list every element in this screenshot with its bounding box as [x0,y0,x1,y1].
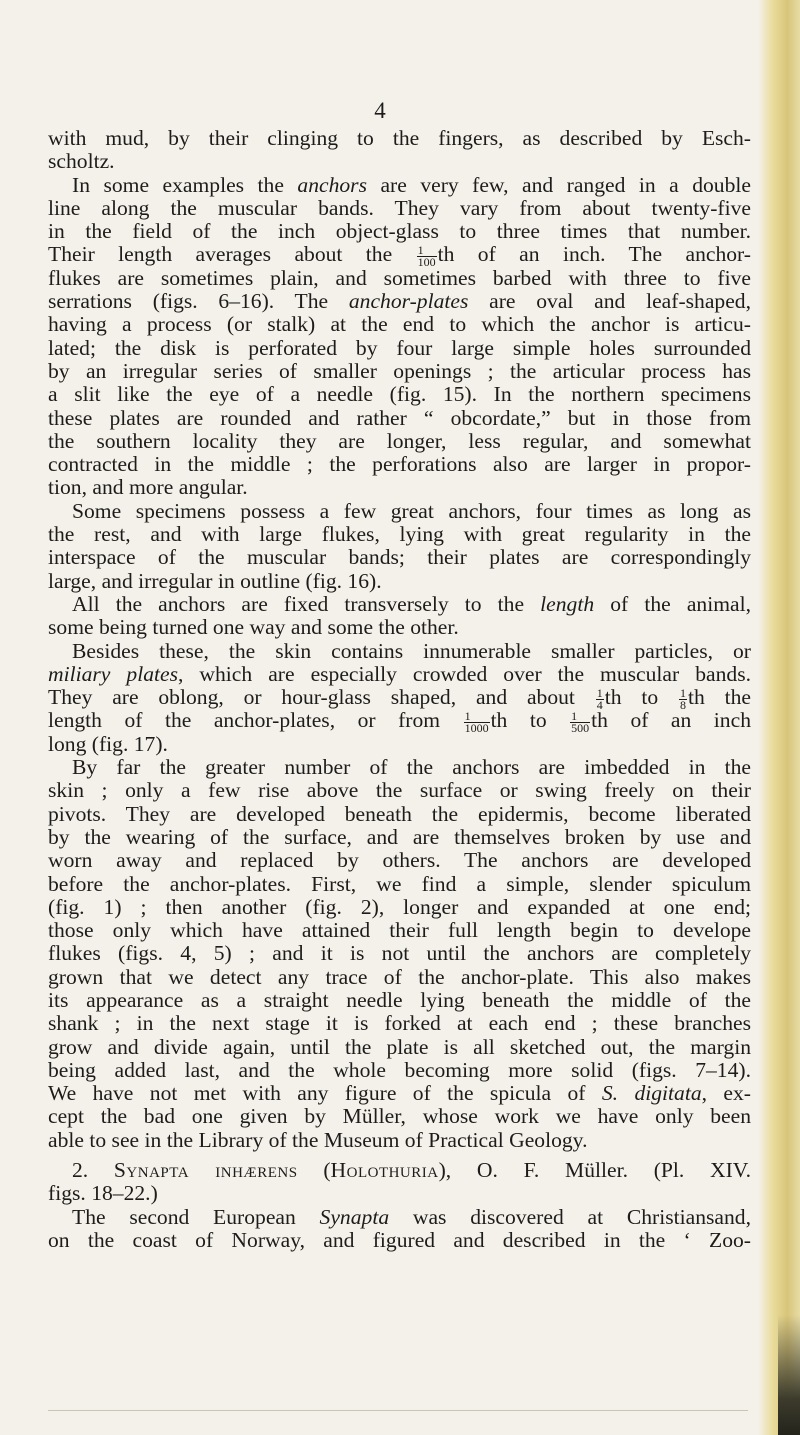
fraction-denominator: 8 [680,697,686,712]
text-line: worn away and replaced by others. The anchors are developed [48,848,751,873]
fraction-denominator: 500 [571,720,590,735]
text-line: some being turned one way and some the other. [48,615,459,640]
text-run: length of the anchor-plates, or from [48,708,463,733]
fraction [596,685,604,712]
text-line: grown that we detect any trace of the anchor-plate. This also makes [48,964,751,989]
fraction-numerator: 1 [680,685,686,700]
text-line: these plates are rounded and rather “ obcordate,” but in those from [48,405,751,430]
text-line: skin ; only a few rise above the surface or swing freely on their [48,778,751,803]
text-line: being added last, and the whole becoming more solid (figs. 7–14). [48,1057,751,1082]
paragraph-p7 [48,1159,751,1206]
text-run: We have not met with any figure of the spicula of [48,1081,602,1106]
text-run: , ex- [701,1081,751,1106]
text-run: was discovered at Christiansand, [389,1204,752,1229]
text-run: They are oblong, or hour-glass shaped, and about [48,685,595,710]
text-run: are very few, and ranged in a double [367,172,751,197]
text-line [48,708,751,735]
italic-term: anchor-plates [348,289,469,314]
text-line: a slit like the eye of a needle (fig. 15). In the northern specimens [48,382,751,407]
text-line: on the coast of Norway, and figured and described in the ‘ Zoo- [48,1227,751,1252]
text-line: able to see in the Library of the Museum of Practical Geology. [48,1127,588,1152]
text-line [48,1082,751,1105]
paragraph-p5 [48,640,751,756]
text-line [48,1206,751,1229]
text-run: serrations (figs. 6–16). The [48,289,349,314]
text-run: th to [490,708,570,733]
text-line: those only which have attained their full length begin to develope [48,918,751,943]
text-line: line along the muscular bands. They vary from about twenty-five [48,195,751,220]
text-line: long (fig. 17). [48,731,168,756]
text-run: The second European [72,1204,320,1229]
text-line: flukes (figs. 4, 5) ; and it is not until the anchors are completely [48,941,751,966]
text-run: Their length averages about the [48,242,416,267]
italic-term: miliary plates [48,661,178,686]
fraction-denominator: 4 [596,697,603,712]
fraction-numerator: 1 [596,685,603,700]
text-line: before the anchor-plates. First, we find a simple, slender spiculum [48,871,751,896]
text-line: having a process (or stalk) at the end to which the anchor is articu- [48,312,751,337]
page-number: 4 [374,98,386,123]
paragraph-p3 [48,500,751,593]
fraction [464,708,490,735]
italic-term: length [540,591,595,616]
text-line: flukes are sometimes plain, and sometimes barbed with three to five [48,265,751,290]
text-line: by an irregular series of smaller openings ; the articular process has [48,358,751,383]
text-run: of the animal, [594,591,751,616]
fraction-denominator: 1000 [464,720,489,735]
text-line: tion, and more angular. [48,475,248,500]
text-run: th of an inch [591,708,751,733]
small-caps-name: Synapta inhærens [113,1158,298,1183]
italic-term: S. digitata [601,1081,702,1106]
text-line [48,593,751,616]
fraction-numerator: 1 [417,245,437,257]
text-line: (fig. 1) ; then another (fig. 2), longer and expanded at one end; [48,894,751,919]
text-line: grow and divide again, until the plate is all sketched out, the margin [48,1034,751,1059]
text-run: ), O. F. Müller. (Pl. XIV. [438,1158,751,1183]
text-line [48,1159,751,1182]
text-run: , which are especially crowded over the muscular bands. [177,661,752,686]
text-run: th of an inch. The anchor- [437,242,751,267]
paragraph-p1 [48,127,751,174]
body-text [48,127,751,1252]
text-line [48,663,751,686]
text-line: interspace of the muscular bands; their plates are correspondingly [48,545,751,570]
text-line: its appearance as a straight needle lying beneath the middle of the [48,987,751,1012]
text-line: By far the greater number of the anchors are imbedded in the [72,755,751,780]
text-line: in the field of the inch object-glass to three times that number. [48,219,751,244]
page-gutter-shadow [758,0,800,1435]
fraction [679,685,687,712]
text-line: Some specimens possess a few great anchors, four times as long as [72,498,751,523]
italic-term: anchors [297,172,367,197]
text-line: lated; the disk is perforated by four large simple holes surrounded [48,335,751,360]
text-run: th the [688,685,752,710]
italic-term: Synapta [319,1204,390,1229]
bottom-edge-line [48,1410,748,1411]
text-line [48,685,752,712]
fraction-denominator: 100 [417,255,436,270]
text-run: 2. [72,1158,114,1183]
small-caps-name: Holothuria [330,1158,439,1183]
text-line: Besides these, the skin contains innumerable smaller particles, or [72,638,751,663]
text-line: large, and irregular in outline (fig. 16). [48,568,382,593]
text-line: scholtz. [48,149,115,174]
text-line: by the wearing of the surface, and are themselves broken by use and [48,824,751,849]
text-line: the rest, and with large flukes, lying with great regularity in the [48,522,751,547]
text-line [48,242,751,270]
fraction-numerator: 1 [464,711,490,723]
text-line: with mud, by their clinging to the fingers, as described by Esch- [48,126,751,150]
text-line [48,290,751,313]
paragraph-p4 [48,593,751,640]
text-line: contracted in the middle ; the perforations also are larger in propor- [48,452,751,477]
paragraph-p6 [48,756,751,1152]
paragraph-p8 [48,1206,751,1253]
fraction-numerator: 1 [570,711,590,723]
text-line: figs. 18–22.) [48,1181,158,1206]
text-line: pivots. They are developed beneath the epidermis, become liberated [48,801,751,826]
text-run: All the anchors are fixed transversely to the [72,591,541,616]
fraction [570,708,590,735]
text-line: shank ; in the next stage it is forked at each end ; these branches [48,1011,751,1036]
paragraph-p2 [48,174,751,500]
text-run: are oval and leaf-shaped, [468,289,751,314]
fraction [417,245,437,268]
text-run: ( [297,1158,331,1183]
text-line: cept the bad one given by Müller, whose work we have only been [48,1104,751,1129]
text-run: th to [604,685,678,710]
text-line: the southern locality they are longer, less regular, and somewhat [48,428,751,453]
text-run: In some examples the [72,172,298,197]
text-line [48,174,751,197]
page-corner-shadow [778,1315,800,1435]
